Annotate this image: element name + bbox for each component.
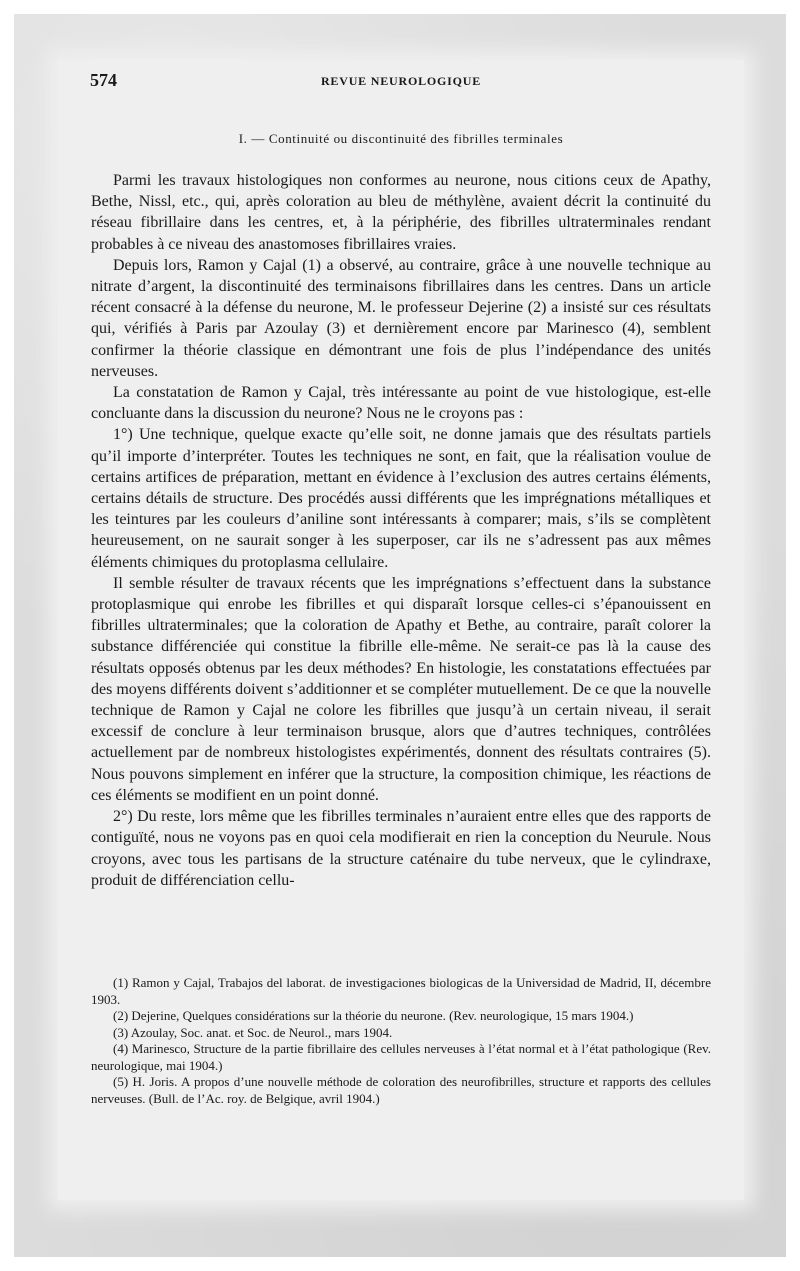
paragraph: 1°) Une technique, quelque exacte qu’elle soit, ne donne jamais que des résultats partiels qu’il importe d’interpréter. Toutes les techniques ne sont, en fait, que la réalisation voulue de certains artifices de préparation, mettant en évidence à l’exclusion des autres certains éléments, certains détails de structure. Des procédés aussi différents que les imprégnations métalliques et les teintures par les couleurs d’aniline sont intéressants à comparer; mais, s’ils se complètent heureusement, on ne saurait songer à les superposer, car ils ne s’adressent pas aux mêmes éléments chimiques du protoplasma cellulaire.	[91, 426, 711, 571]
document-page	[58, 60, 744, 1200]
paragraph: 2°) Du reste, lors même que les fibrilles terminales n’auraient entre elles que des rapports de contiguïté, nous ne voyons pas en quoi cela modifierait en rien la conception du Neurule. Nous croyons, avec tous les partisans de la structure caténaire du tube nerveux, que le cylindraxe, produit de différenciation cellu-	[91, 808, 711, 889]
paragraph: Depuis lors, Ramon y Cajal (1) a observé, au contraire, grâce à une nouvelle technique au nitrate d’argent, la discontinuité des terminaisons fibrillaires dans les centres. Dans un article récent consacré à la défense du neurone, M. le professeur Dejerine (2) a insisté sur ces résultats qui, vérifiés à Paris par Azoulay (3) et dernièrement encore par Marinesco (4), semblent confirmer la théorie classique en démontrant une fois de plus l’indépendance des unités nerveuses.	[91, 256, 711, 380]
footnote: (2) Dejerine, Quelques considérations sur la théorie du neurone. (Rev. neurologique, 15 mars 1904.)	[113, 1008, 634, 1023]
paragraph: Il semble résulter de travaux récents que les imprégnations s’effectuent dans la substance protoplasmique qui enrobe les fibrilles et qui disparaît lorsque celles-ci s’épanouissent en fibrilles ultraterminales; que la coloration de Apathy et Bethe, au contraire, paraît colorer la substance différenciée qui constitue la fibrille elle-même. Ne serait-ce pas là la cause des résultats opposés obtenus par les deux méthodes? En histologie, les constatations effectuées par des moyens différents doivent s’additionner et se compléter mutuellement. De ce que la nouvelle technique de Ramon y Cajal ne colore les fibrilles que jusqu’à un certain niveau, il serait excessif de conclure à leur terminaison brusque, alors que d’autres techniques, contrôlées actuellement par de nombreux histologistes expérimentés, donnent des résultats contraires (5). Nous pouvons simplement en inférer que la structure, la composition chimique, les réactions de ces éléments se modifient en un point donné.	[91, 574, 711, 804]
footnote: (3) Azoulay, Soc. anat. et Soc. de Neurol., mars 1904.	[113, 1024, 393, 1040]
section-title: I. — Continuité ou discontinuité des fibrilles terminales	[238, 131, 564, 146]
footnotes	[91, 975, 711, 1107]
running-head: REVUE NEUROLOGIQUE	[320, 74, 482, 88]
paragraph: La constatation de Ramon y Cajal, très intéressante au point de vue histologique, est-elle concluante dans la discussion du neurone? Nous ne le croyons pas :	[91, 384, 711, 423]
footnote: (4) Marinesco, Structure de la partie fibrillaire des cellules nerveuses à l’état normal et à l’état pathologique (Rev. neurologique, mai 1904.)	[91, 1041, 711, 1073]
page-number: 574	[90, 70, 117, 90]
paragraph: Parmi les travaux histologiques non conformes au neurone, nous citions ceux de Apathy, Bethe, Nissl, etc., qui, après coloration au bleu de méthylène, avaient décrit la continuité du réseau fibrillaire dans les centres, et, à la périphérie, des fibrilles ultraterminales rendant probables à ce niveau des anastomoses fibrillaires vraies.	[91, 172, 711, 253]
footnote: (5) H. Joris. A propos d’une nouvelle méthode de coloration des neurofibrilles, structure et rapports des cellules nerveuses. (Bull. de l’Ac. roy. de Belgique, avril 1904.)	[91, 1074, 711, 1106]
body-text	[91, 170, 711, 891]
footnote: (1) Ramon y Cajal, Trabajos del laborat. de investigaciones biologicas de la Universidad de Madrid, II, décembre 1903.	[91, 975, 711, 1007]
page-header	[58, 70, 744, 94]
